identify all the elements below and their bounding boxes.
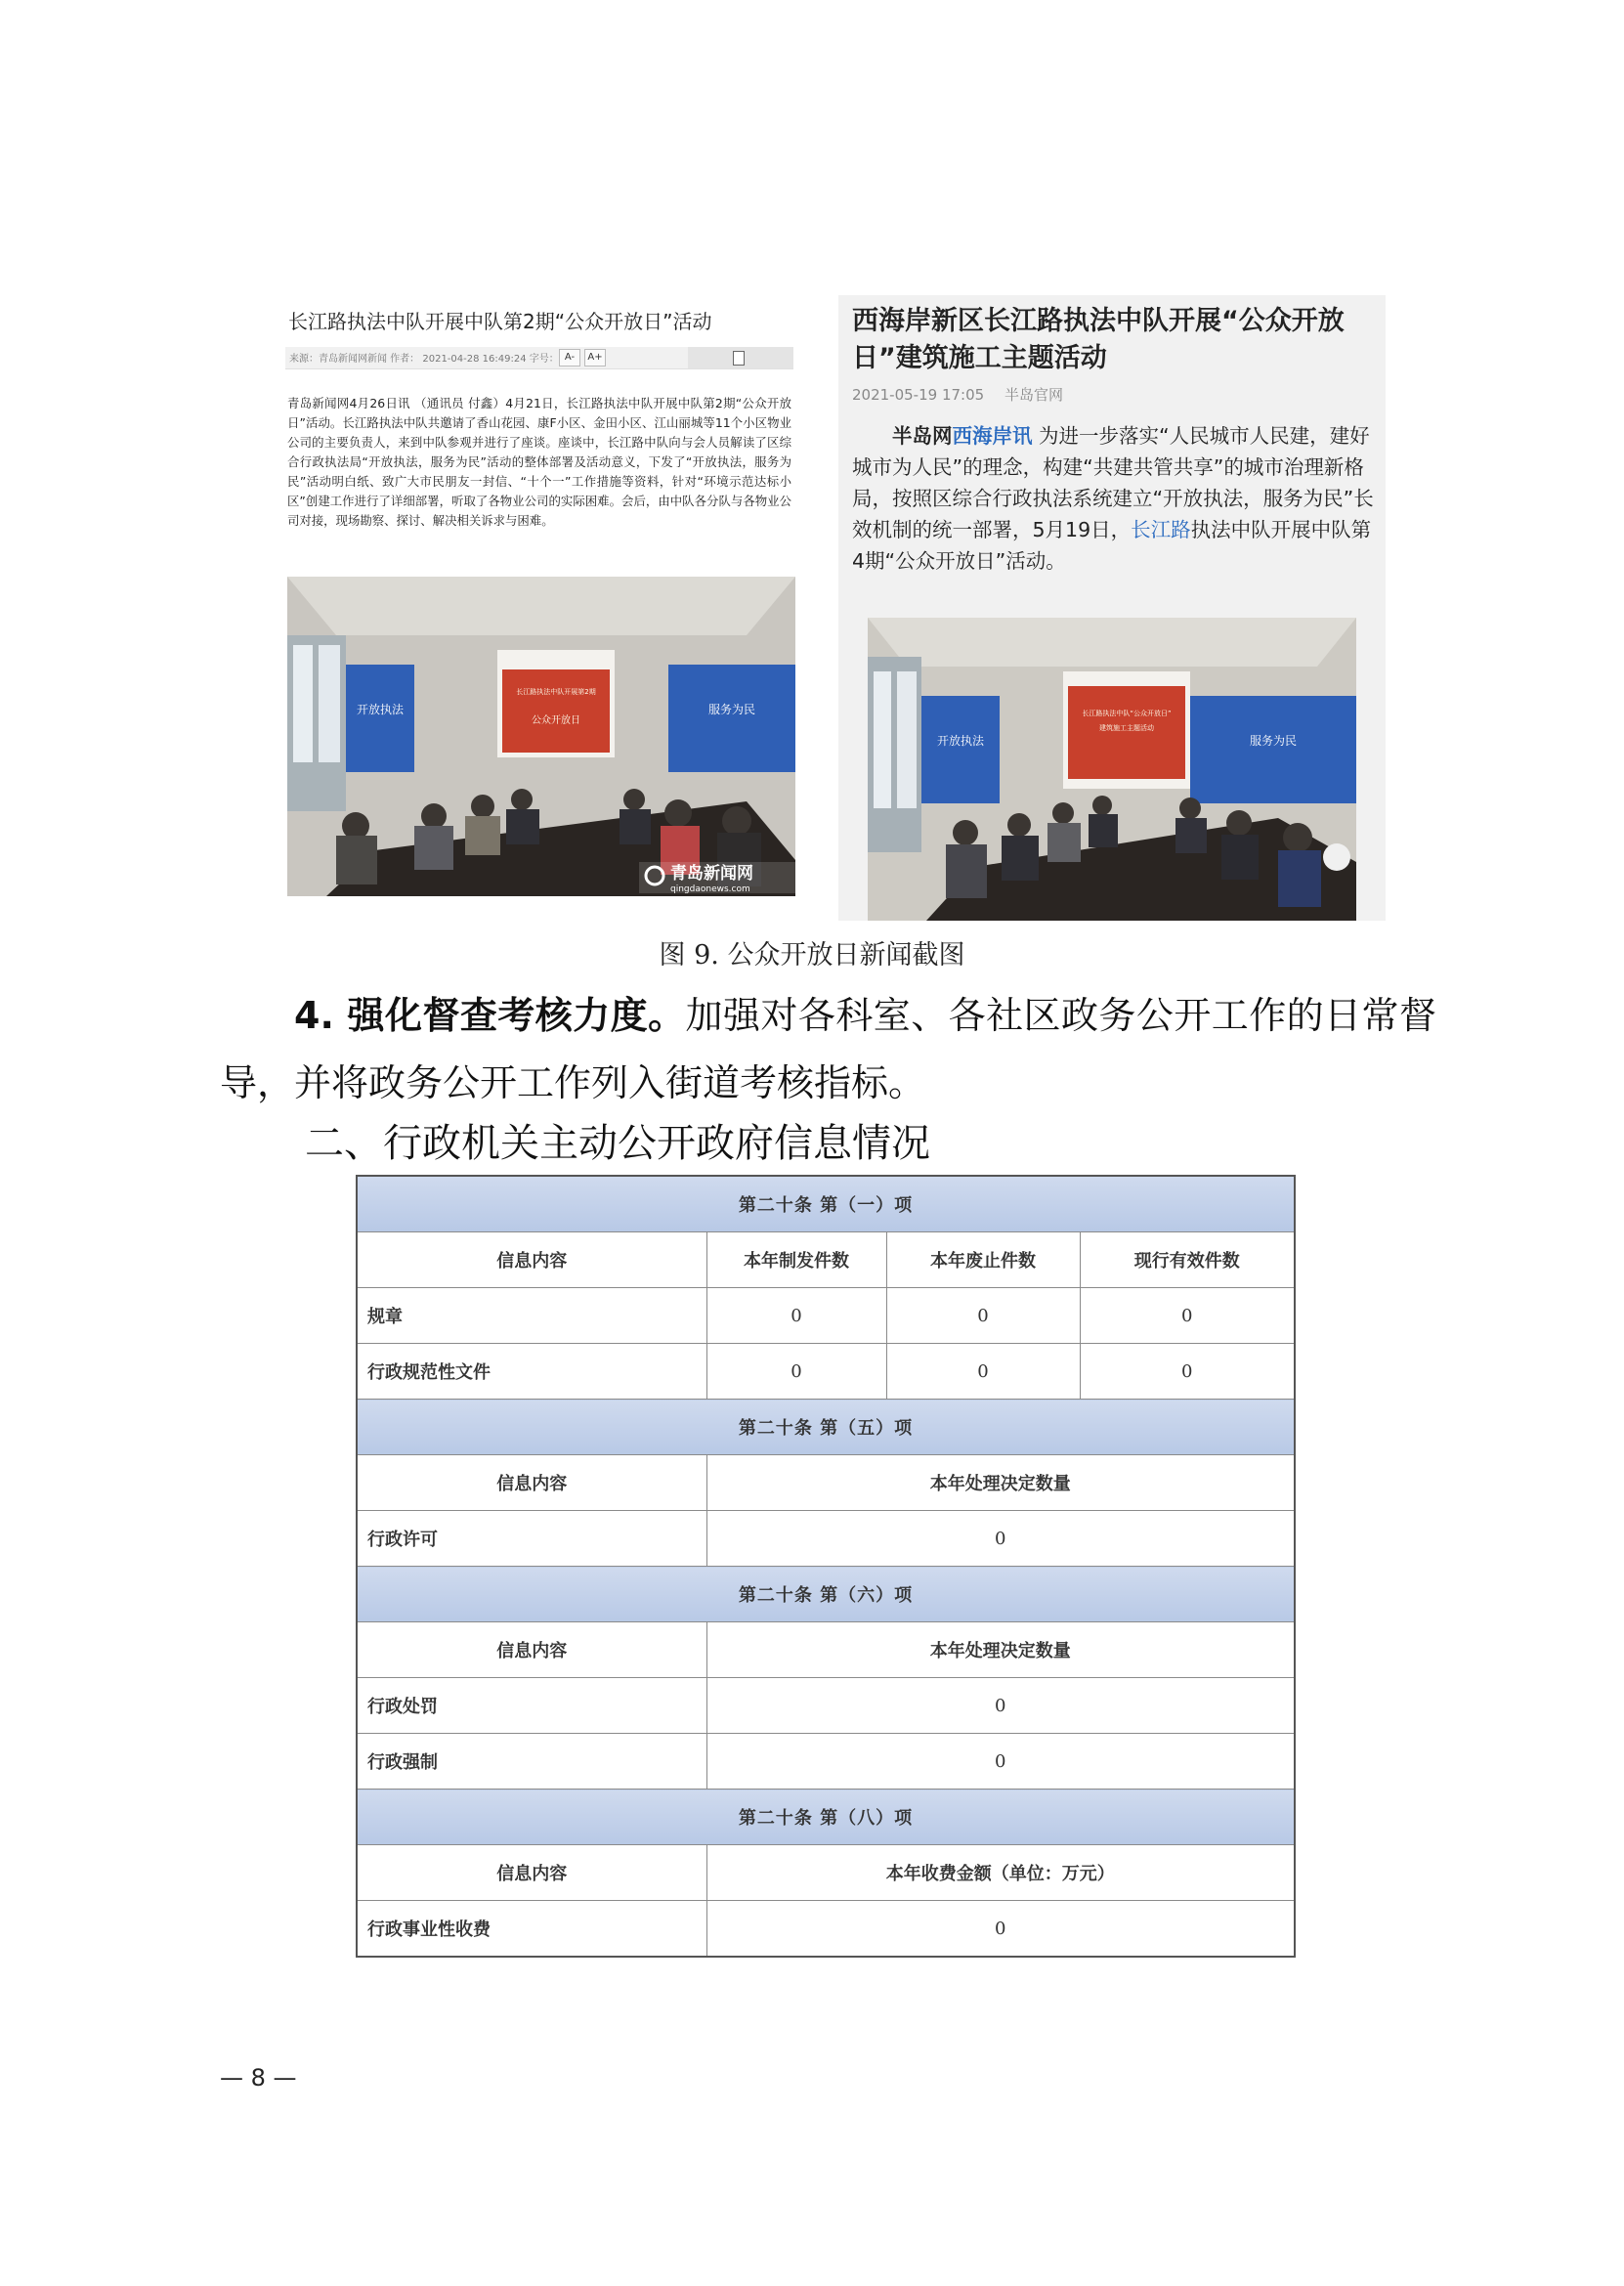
section-title: 第二十条 第（五）项 (357, 1400, 1295, 1455)
meeting-photo-left (287, 577, 795, 896)
cell-value: 0 (1080, 1288, 1295, 1344)
table-row (357, 1288, 1295, 1344)
cell-value: 0 (706, 1734, 1295, 1790)
watermark-name: 青岛新闻网 (670, 864, 753, 884)
right-article-link-xihaian[interactable]: 西海岸讯 (952, 424, 1033, 448)
right-article-title: 西海岸新区长江路执法中队开展“公众开放日”建筑施工主题活动 (852, 306, 1345, 373)
left-screen-line-2: 公众开放日 (532, 715, 580, 726)
font-decrease-button[interactable]: A- (559, 349, 580, 367)
right-screen-line-2: 建筑施工主题活动 (1099, 724, 1154, 732)
right-article-link-changjianglu[interactable]: 长江路 (1131, 518, 1191, 541)
section-title: 第二十条 第（六）项 (357, 1567, 1295, 1622)
row-label: 行政强制 (357, 1734, 706, 1790)
right-banner-text-1: 开放执法 (936, 734, 985, 748)
column-header: 信息内容 (357, 1455, 706, 1511)
column-header: 本年处理决定数量 (706, 1455, 1295, 1511)
cell-value: 0 (1080, 1344, 1295, 1400)
right-banner-text-2: 服务为民 (1249, 734, 1298, 748)
cell-value: 0 (706, 1678, 1295, 1734)
right-screen-line-1: 长江路执法中队“公众开放日” (1082, 710, 1172, 717)
left-article-body: 青岛新闻网4月26日讯 （通讯员 付鑫）4月21日，长江路执法中队开展中队第2期“公众开放日”活动。长江路执法中队共邀请了香山花园、康F小区、金田小区、江山丽城等11个小区物业公司的主要负责人，来到中队参观并进行了座谈。座谈中，长江路中队向与会人员解读了区综合行政执法局“开放执法，服务为民”活动的整体部署及活动意义，下发了“开放执法，服务为民”活动明白纸、致广大市民朋友一封信、“十个一”工作措施等资料，针对“环境示范达标小区”创建工作进行了详细部署，听取了各物业公司的实际困难。会后，由中队各分队与各物业公司对接，现场勘察、探讨、解决相关诉求与困难。 (287, 396, 791, 528)
column-header: 现行有效件数 (1080, 1232, 1295, 1288)
table-header-row (357, 1455, 1295, 1511)
right-article-meta (852, 384, 1063, 405)
left-banner-text-2: 服务为民 (707, 703, 756, 716)
column-header: 信息内容 (357, 1232, 706, 1288)
paragraph-bold-lead: 4. 强化督查考核力度。 (294, 994, 686, 1037)
row-label: 规章 (357, 1288, 706, 1344)
figure-caption: 图 9. 公众开放日新闻截图 (659, 940, 965, 970)
left-article-meta-bar (285, 347, 793, 369)
column-header: 本年处理决定数量 (706, 1622, 1295, 1678)
left-article-meta: 来源：青岛新闻网新闻 作者： 2021-04-28 16:49:24 字号： (289, 354, 559, 365)
right-article-source: 半岛官网 (1004, 386, 1063, 404)
news-screenshot-right (838, 295, 1386, 921)
column-header: 本年废止件数 (886, 1232, 1080, 1288)
row-label: 行政事业性收费 (357, 1901, 706, 1958)
right-article-main: 为进一步落实“人民城市人民建，建好城市为人民”的理念，构建“共建共管共享”的城市治理新格局，按照区综合行政执法系统建立“开放执法，服务为民”长效机制的统一部署，5月19日， (852, 424, 1374, 541)
section-row-item-1 (357, 1176, 1295, 1232)
table-row (357, 1734, 1295, 1790)
cell-value: 0 (706, 1344, 886, 1400)
paragraph-text: 加强对各科室、各社区政务公开工作的日常督导，并将政务公开工作列入街道考核指标。 (220, 994, 1436, 1104)
table-row (357, 1901, 1295, 1958)
column-header: 信息内容 (357, 1845, 706, 1901)
watermark-url: qingdaonews.com (670, 884, 750, 894)
right-article-lead: 半岛网 (892, 424, 953, 448)
right-article-date: 2021-05-19 17:05 (852, 386, 985, 404)
section-heading: 二、行政机关主动公开政府信息情况 (305, 1121, 930, 1166)
cell-value: 0 (886, 1288, 1080, 1344)
document-icon (733, 351, 745, 366)
section-title: 第二十条 第（一）项 (357, 1176, 1295, 1232)
column-header: 本年制发件数 (706, 1232, 886, 1288)
cell-value: 0 (706, 1288, 886, 1344)
section-title: 第二十条 第（八）项 (357, 1790, 1295, 1845)
meeting-photo-right (868, 618, 1356, 921)
right-article-body (852, 420, 1382, 577)
cell-value: 0 (706, 1901, 1295, 1958)
section-row-item-6 (357, 1567, 1295, 1622)
supervision-paragraph (220, 982, 1436, 1117)
section-row-item-5 (357, 1400, 1295, 1455)
page-number: — 8 — (220, 2064, 297, 2092)
table-header-row (357, 1845, 1295, 1901)
section-row-item-8 (357, 1790, 1295, 1845)
cell-value: 0 (886, 1344, 1080, 1400)
row-label: 行政许可 (357, 1511, 706, 1567)
table-header-row (357, 1622, 1295, 1678)
table-row (357, 1511, 1295, 1567)
row-label: 行政规范性文件 (357, 1344, 706, 1400)
table-header-row (357, 1232, 1295, 1288)
right-article-tail: 执法中队开展中队第4期“公众开放日”活动。 (852, 518, 1372, 573)
row-label: 行政处罚 (357, 1678, 706, 1734)
table-row (357, 1344, 1295, 1400)
font-increase-button[interactable]: A+ (584, 349, 606, 367)
left-article-title: 长江路执法中队开展中队第2期“公众开放日”活动 (288, 310, 712, 333)
cell-value: 0 (706, 1511, 1295, 1567)
table-row (357, 1678, 1295, 1734)
column-header: 信息内容 (357, 1622, 706, 1678)
column-header: 本年收费金额（单位：万元） (706, 1845, 1295, 1901)
disclosure-table (356, 1175, 1296, 1958)
print-button[interactable] (688, 347, 793, 368)
left-screen-line-1: 长江路执法中队开展第2期 (516, 688, 596, 696)
left-banner-text-1: 开放执法 (356, 703, 405, 716)
news-screenshot-left (285, 298, 798, 899)
